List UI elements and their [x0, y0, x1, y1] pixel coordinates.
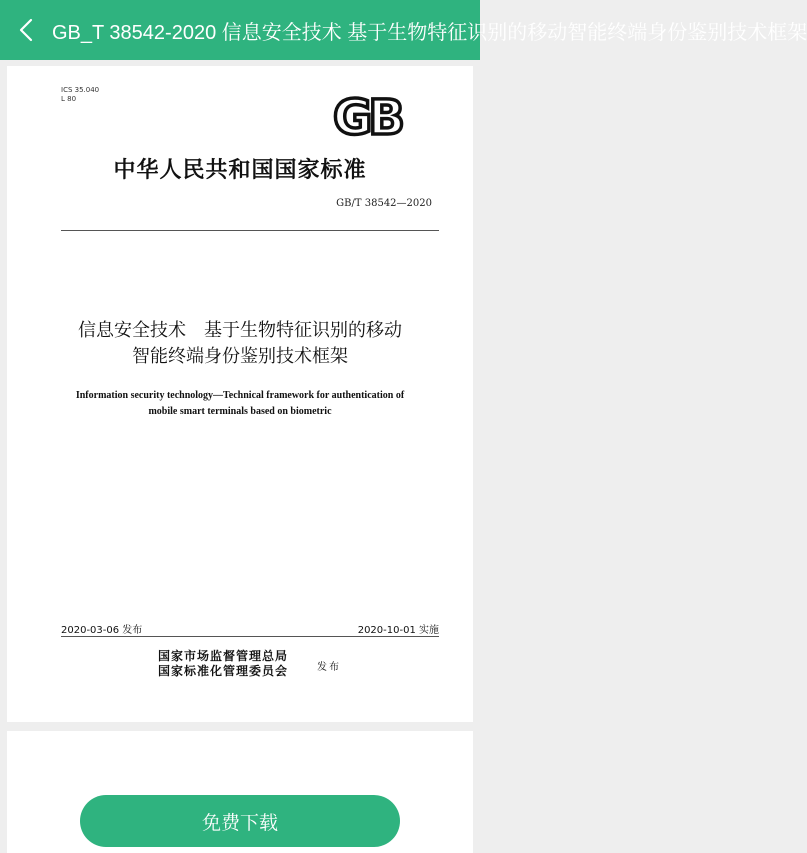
app-header [0, 0, 807, 60]
gb-logo [321, 90, 413, 146]
svg-text:GB: GB [333, 90, 401, 146]
title-chinese [7, 318, 473, 370]
divider-bottom [61, 636, 439, 637]
divider-top [61, 230, 439, 231]
title-english-line2: mobile smart terminals based on biometric [148, 406, 332, 417]
title-english [47, 388, 433, 420]
issuer-sac: 国家标准化管理委员会 [158, 664, 289, 678]
document-page [7, 66, 473, 722]
page-title: GB_T 38542-2020 信息安全技术 基于生物特征识别的移动智能终端身份鉴别技术框架 [52, 21, 807, 44]
back-button[interactable] [0, 0, 52, 60]
chevron-left-icon [19, 18, 33, 42]
standard-type: 中华人民共和国国家标准 [113, 157, 367, 183]
standard-number: GB/T 38542—2020 [336, 198, 432, 209]
title-chinese-line1: 信息安全技术 基于生物特征识别的移动 [78, 320, 402, 341]
implement-date: 2020-10-01 实施 [357, 625, 439, 636]
free-download-button[interactable]: 免费下载 [80, 795, 400, 847]
ics-code [61, 86, 99, 104]
publish-label: 发布 [317, 662, 341, 673]
title-chinese-line2: 智能终端身份鉴别技术框架 [132, 346, 348, 367]
issuer-samr: 国家市场监督管理总局 [158, 649, 289, 663]
issue-date: 2020-03-06 发布 [61, 625, 143, 636]
ics-number: ICS 35.040 [61, 86, 100, 94]
issuers [158, 649, 288, 679]
title-english-line1: Information security technology—Technical framework for authentication of [75, 390, 405, 401]
ccs-number: L 80 [61, 95, 77, 103]
